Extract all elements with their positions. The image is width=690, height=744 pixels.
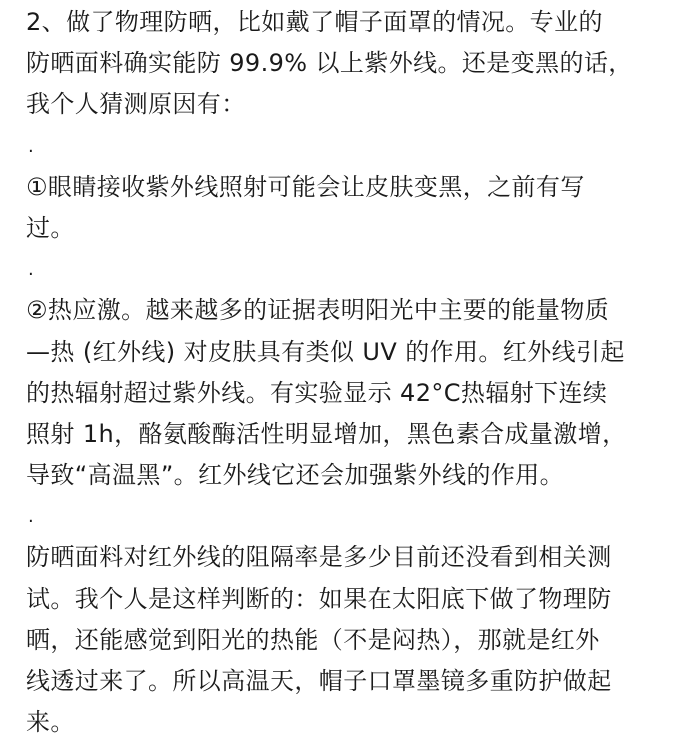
text-line: —热 (红外线) 对皮肤具有类似 UV 的作用。红外线引起 [26, 337, 625, 366]
text-line: 的热辐射超过紫外线。有实验显示 42°C热辐射下连续 [26, 378, 608, 407]
text-line: 防晒面料确实能防 99.9% 以上紫外线。还是变黑的话， [26, 49, 633, 78]
text-line: ②热应激。越来越多的证据表明阳光中主要的能量物质 [26, 296, 610, 325]
text-line: 试。我个人是这样判断的：如果在太阳底下做了物理防 [26, 584, 612, 613]
paragraph-reason-eyes [26, 167, 670, 249]
separator-dot: . [28, 506, 35, 528]
text-line: 晒，还能感觉到阳光的热能（不是闷热），那就是红外 [26, 625, 600, 654]
separator-dot: . [28, 259, 35, 281]
text-line: 过。 [26, 213, 75, 242]
paragraph-physical-sun-protection [26, 2, 670, 126]
text-line: ①眼睛接收紫外线照射可能会让皮肤变黑，之前有写 [26, 172, 585, 201]
text-line: 来。 [26, 708, 75, 737]
text-line: 2、做了物理防晒，比如戴了帽子面罩的情况。专业的 [26, 8, 603, 36]
separator-dot: . [28, 135, 35, 157]
text-line: 我个人猜测原因有： [26, 90, 246, 119]
article-body [26, 2, 670, 743]
text-line: 导致“高温黑”。红外线它还会加强紫外线的作用。 [26, 461, 565, 490]
paragraph-reason-heat-stress [26, 290, 670, 496]
paragraph-infrared-blocking [26, 537, 670, 743]
text-line: 防晒面料对红外线的阻隔率是多少目前还没看到相关测 [26, 543, 612, 572]
text-line: 线透过来了。所以高温天，帽子口罩墨镜多重防护做起 [26, 667, 612, 695]
text-line: 照射 1h，酪氨酸酶活性明显增加，黑色素合成量激增， [26, 419, 627, 448]
